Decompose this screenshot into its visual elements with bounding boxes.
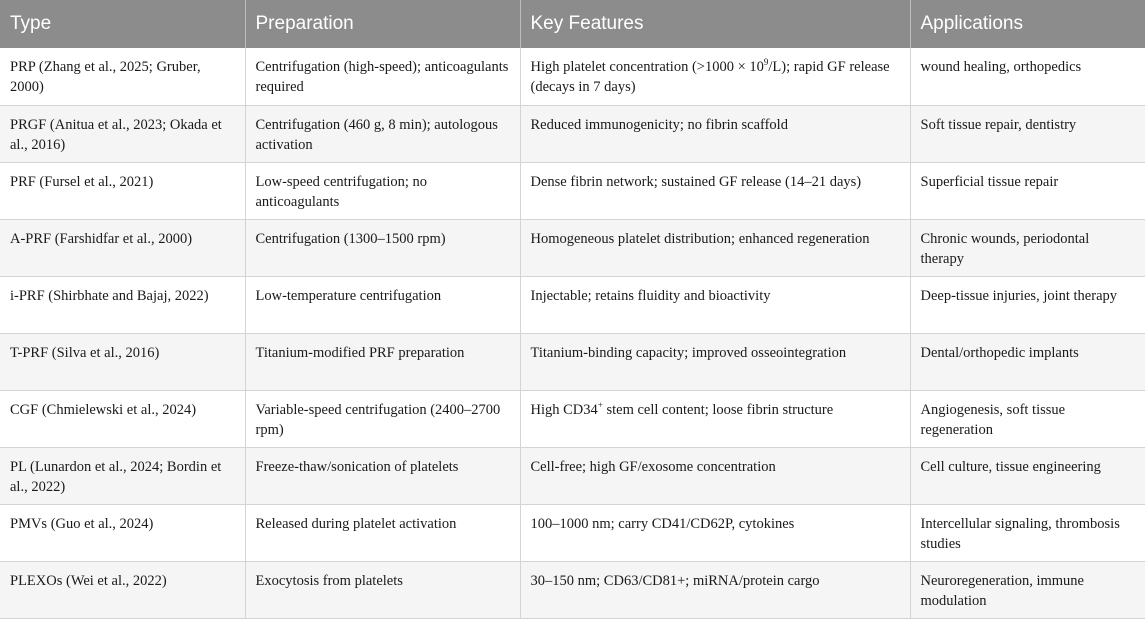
table-row bbox=[0, 219, 1145, 276]
cell-preparation: Released during platelet activation bbox=[245, 504, 520, 561]
cell-applications: wound healing, orthopedics bbox=[910, 48, 1145, 105]
cell-applications: Cell culture, tissue engineering bbox=[910, 447, 1145, 504]
cell-applications: Soft tissue repair, dentistry bbox=[910, 105, 1145, 162]
cell-preparation: Exocytosis from platelets bbox=[245, 561, 520, 618]
table-row bbox=[0, 333, 1145, 390]
cell-key-features: Titanium-binding capacity; improved osseointegration bbox=[520, 333, 910, 390]
superscript: + bbox=[597, 399, 603, 410]
cell-type: PMVs (Guo et al., 2024) bbox=[0, 504, 245, 561]
table-row bbox=[0, 48, 1145, 105]
table-header bbox=[0, 0, 1145, 48]
features-text-pre: High platelet concentration (>1000 × 10 bbox=[530, 59, 764, 75]
cell-applications: Superficial tissue repair bbox=[910, 162, 1145, 219]
cell-key-features: Reduced immunogenicity; no fibrin scaffold bbox=[520, 105, 910, 162]
cell-applications: Dental/orthopedic implants bbox=[910, 333, 1145, 390]
superscript: 9 bbox=[763, 57, 769, 67]
features-text-post: /L); rapid GF release (decays in 7 days) bbox=[530, 59, 890, 95]
table-row bbox=[0, 105, 1145, 162]
table-row bbox=[0, 561, 1145, 618]
cell-applications: Deep-tissue injuries, joint therapy bbox=[910, 276, 1145, 333]
cell-preparation: Centrifugation (high-speed); anticoagulants required bbox=[245, 48, 520, 105]
cell-preparation: Freeze-thaw/sonication of platelets bbox=[245, 447, 520, 504]
cell-preparation: Centrifugation (1300–1500 rpm) bbox=[245, 219, 520, 276]
header-preparation: Preparation bbox=[245, 0, 520, 48]
header-applications: Applications bbox=[910, 0, 1145, 48]
features-text-pre: High CD34 bbox=[530, 401, 598, 418]
cell-applications: Neuroregeneration, immune modulation bbox=[910, 561, 1145, 618]
cell-preparation: Titanium-modified PRF preparation bbox=[245, 333, 520, 390]
cell-preparation: Centrifugation (460 g, 8 min); autologous activation bbox=[245, 105, 520, 162]
cell-type: CGF (Chmielewski et al., 2024) bbox=[0, 390, 245, 447]
cell-applications: Angiogenesis, soft tissue regeneration bbox=[910, 390, 1145, 447]
header-key-features: Key Features bbox=[520, 0, 910, 48]
cell-key-features: Homogeneous platelet distribution; enhanced regeneration bbox=[520, 219, 910, 276]
header-row bbox=[0, 0, 1145, 48]
cell-type: PLEXOs (Wei et al., 2022) bbox=[0, 561, 245, 618]
cell-key-features bbox=[520, 48, 910, 105]
table-body bbox=[0, 48, 1145, 618]
table-row bbox=[0, 504, 1145, 561]
cell-type: PL (Lunardon et al., 2024; Bordin et al., 2022) bbox=[0, 447, 245, 504]
table-row bbox=[0, 390, 1145, 447]
cell-type: T-PRF (Silva et al., 2016) bbox=[0, 333, 245, 390]
cell-key-features bbox=[520, 390, 910, 447]
features-text-post: stem cell content; loose fibrin structure bbox=[602, 401, 834, 418]
table-row bbox=[0, 447, 1145, 504]
cell-type: i-PRF (Shirbhate and Bajaj, 2022) bbox=[0, 276, 245, 333]
cell-preparation: Low-temperature centrifugation bbox=[245, 276, 520, 333]
cell-type: A-PRF (Farshidfar et al., 2000) bbox=[0, 219, 245, 276]
cell-preparation: Low-speed centrifugation; no anticoagulants bbox=[245, 162, 520, 219]
cell-type: PRF (Fursel et al., 2021) bbox=[0, 162, 245, 219]
table-row bbox=[0, 276, 1145, 333]
cell-type: PRGF (Anitua et al., 2023; Okada et al., 2016) bbox=[0, 105, 245, 162]
cell-key-features: Cell-free; high GF/exosome concentration bbox=[520, 447, 910, 504]
cell-preparation: Variable-speed centrifugation (2400–2700 rpm) bbox=[245, 390, 520, 447]
cell-key-features: 30–150 nm; CD63/CD81+; miRNA/protein cargo bbox=[520, 561, 910, 618]
cell-key-features: 100–1000 nm; carry CD41/CD62P, cytokines bbox=[520, 504, 910, 561]
table-row bbox=[0, 162, 1145, 219]
cell-key-features: Injectable; retains fluidity and bioactivity bbox=[520, 276, 910, 333]
cell-applications: Intercellular signaling, thrombosis studies bbox=[910, 504, 1145, 561]
cell-type: PRP (Zhang et al., 2025; Gruber, 2000) bbox=[0, 48, 245, 105]
cell-applications: Chronic wounds, periodontal therapy bbox=[910, 219, 1145, 276]
header-type: Type bbox=[0, 0, 245, 48]
cell-key-features: Dense fibrin network; sustained GF release (14–21 days) bbox=[520, 162, 910, 219]
